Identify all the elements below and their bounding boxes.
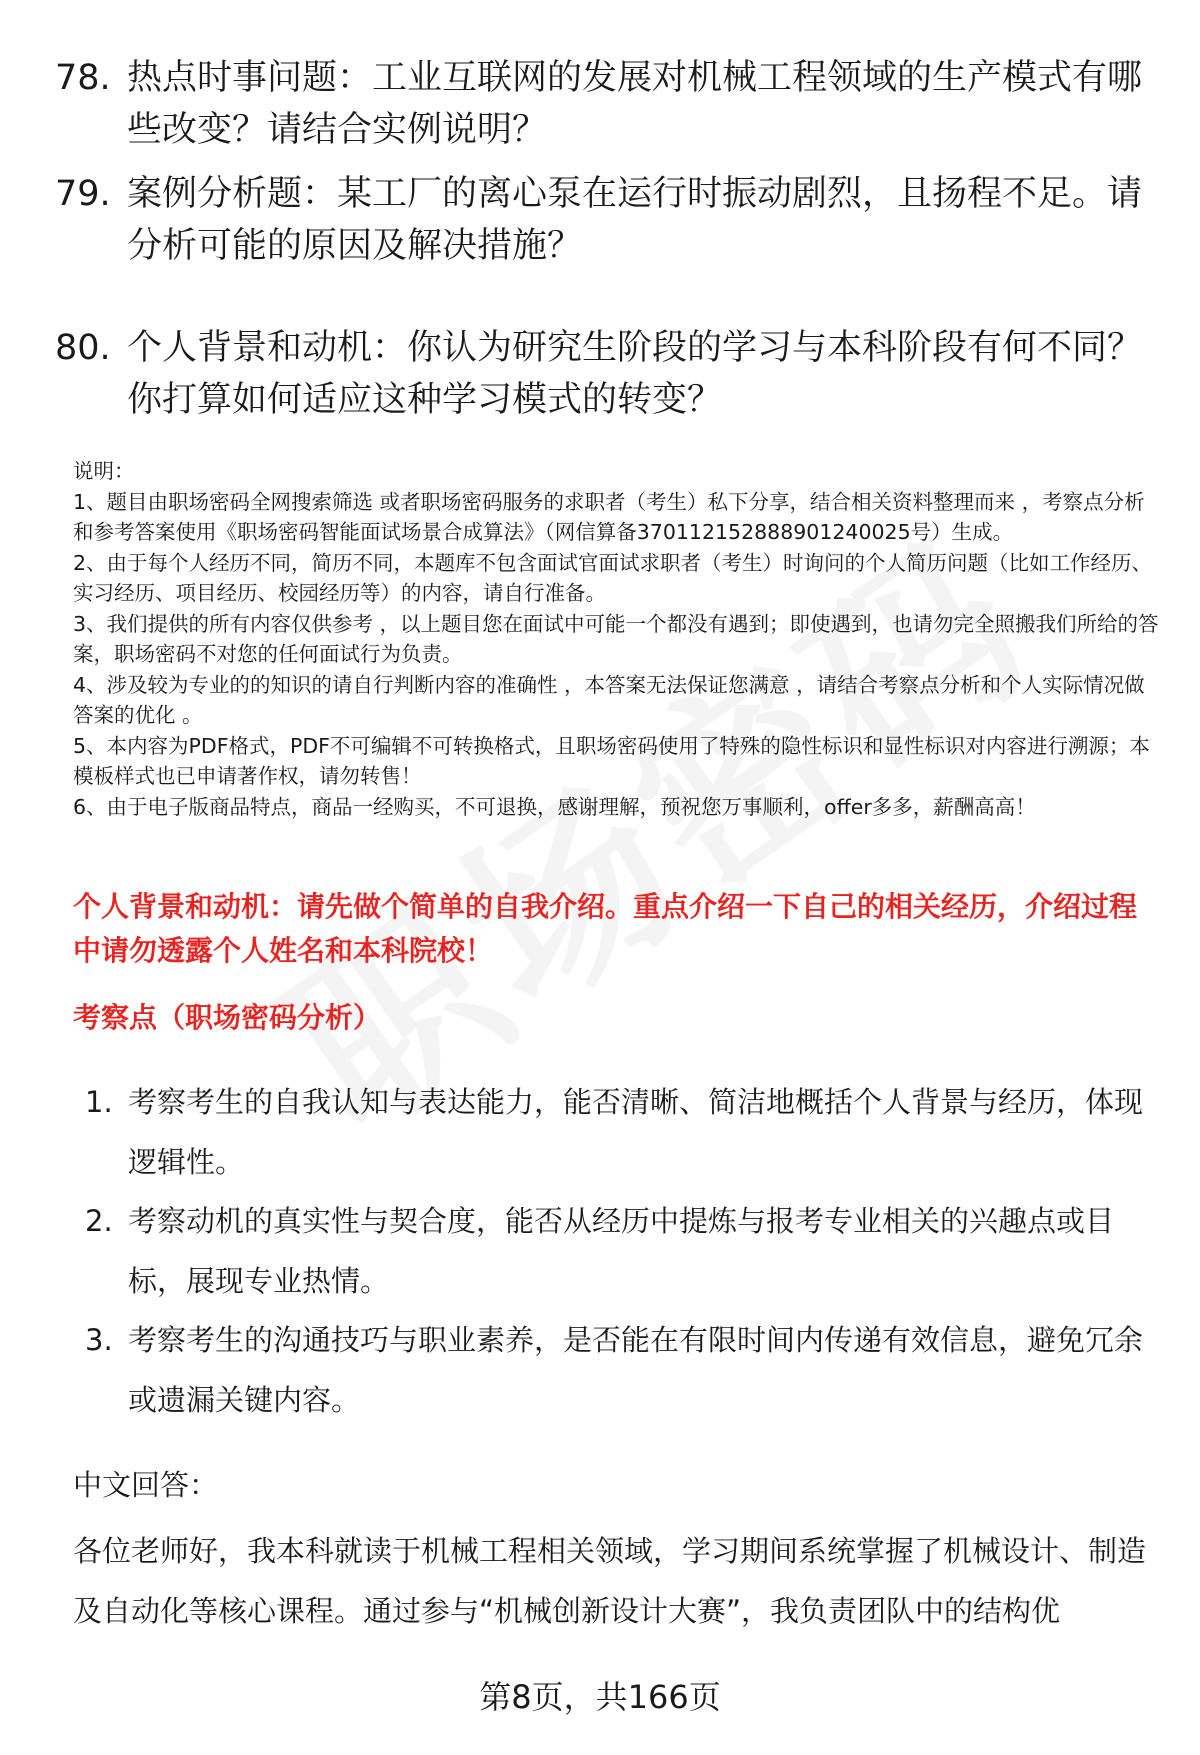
notes-item: 3、我们提供的所有内容仅供参考 ，以上题目您在面试中可能一个都没有遇到；即使遇到，也请勿完全照搬我们所给的答案，职场密码不对您的任何面试行为负责。 <box>73 611 1159 666</box>
point-text: 考察动机的真实性与契合度，能否从经历中提炼与报考专业相关的兴趣点或目标，展现专业热情。 <box>128 1204 1115 1298</box>
question-79 <box>55 168 1145 272</box>
point-number: 2. <box>85 1204 113 1238</box>
question-80 <box>55 322 1145 426</box>
page-footer: 第8页，共166页 <box>479 1678 721 1716</box>
notes-item: 6、由于电子版商品特点，商品一经购买，不可退换，感谢理解，预祝您万事顺利，offer多多，薪酬高高！ <box>73 794 1036 819</box>
analysis-point <box>85 1072 1145 1192</box>
notes-item: 1、题目由职场密码全网搜索筛选 或者职场密码服务的求职者（考生）私下分享，结合相关资料整理而来 ，考察点分析和参考答案使用《职场密码智能面试场景合成算法》（网信算备370112152888901240025号）生成。 <box>73 489 1145 544</box>
question-number: 80. <box>55 328 111 368</box>
current-question-heading: 个人背景和动机：请先做个简单的自我介绍。重点介绍一下自己的相关经历，介绍过程中请勿透露个人姓名和本科院校！ <box>73 890 1138 967</box>
point-number: 1. <box>85 1085 113 1119</box>
disclaimer-notes <box>73 456 1163 822</box>
point-text: 考察考生的沟通技巧与职业素养，是否能在有限时间内传递有效信息，避免冗余或遗漏关键内容。 <box>128 1323 1144 1417</box>
question-text: 案例分析题：某工厂的离心泵在运行时振动剧烈，且扬程不足。请分析可能的原因及解决措施？ <box>127 174 1143 266</box>
question-text: 热点时事问题：工业互联网的发展对机械工程领域的生产模式有哪些改变？请结合实例说明？ <box>127 58 1143 150</box>
analysis-point <box>85 1310 1145 1430</box>
question-78 <box>55 52 1145 156</box>
point-text: 考察考生的自我认知与表达能力，能否清晰、简洁地概括个人背景与经历，体现逻辑性。 <box>128 1085 1144 1179</box>
question-number: 79. <box>55 174 111 214</box>
answer-label: 中文回答： <box>73 1468 219 1502</box>
question-number: 78. <box>55 58 111 98</box>
analysis-point <box>85 1191 1145 1311</box>
point-number: 3. <box>85 1323 113 1357</box>
notes-title: 说明： <box>73 459 135 483</box>
notes-item: 4、涉及较为专业的的知识的请自行判断内容的准确性 ，本答案无法保证您满意 ，请结合考察点分析和个人实际情况做答案的优化 。 <box>73 672 1145 727</box>
notes-item: 5、本内容为PDF格式，PDF不可编辑不可转换格式，且职场密码使用了特殊的隐性标识和显性标识对内容进行溯源；本模板样式也已申请著作权，请勿转售！ <box>73 733 1150 788</box>
question-text: 个人背景和动机：你认为研究生阶段的学习与本科阶段有何不同？你打算如何适应这种学习模式的转变？ <box>127 328 1143 420</box>
analysis-title: 考察点（职场密码分析） <box>73 1001 382 1034</box>
notes-item: 2、由于每个人经历不同，简历不同，本题库不包含面试官面试求职者（考生）时询问的个人简历问题（比如工作经历、实习经历、项目经历、校园经历等）的内容，请自行准备。 <box>73 550 1153 605</box>
answer-text: 各位老师好，我本科就读于机械工程相关领域，学习期间系统掌握了机械设计、制造及自动化等核心课程。通过参与“机械创新设计大赛”，我负责团队中的结构优 <box>73 1534 1147 1628</box>
analysis-points-list <box>85 1072 1145 1429</box>
